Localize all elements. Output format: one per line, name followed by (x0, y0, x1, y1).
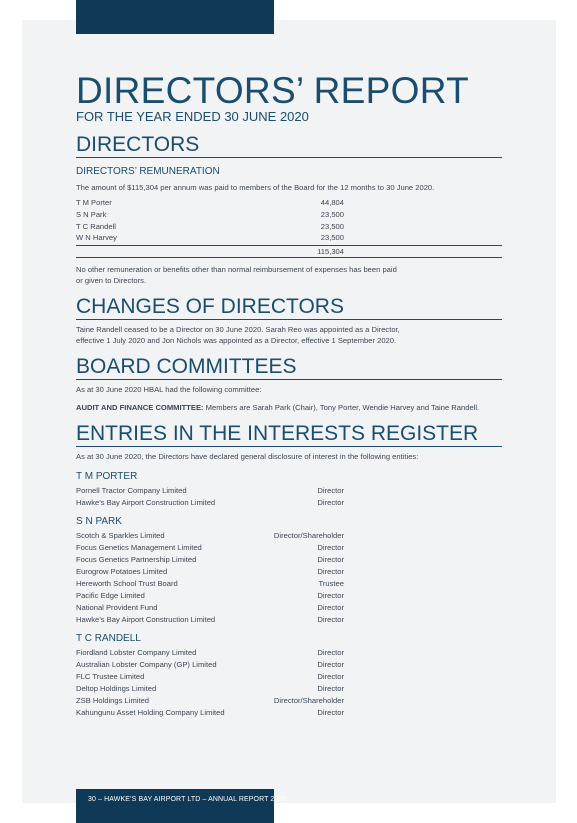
entity-name: National Provident Fund (76, 603, 158, 613)
list-item (76, 590, 344, 602)
list-item (76, 683, 344, 695)
committee-members: Members are Sarah Park (Chair), Tony Porter, Wendie Harvey and Taine Randell. (203, 403, 480, 413)
interest-director-name: S N PARK (76, 516, 122, 528)
director-amount: 23,500 (320, 209, 344, 219)
interests-director-park (76, 516, 502, 626)
entity-name: Kahungunu Asset Holding Company Limited (76, 708, 225, 718)
entity-name: Hawke’s Bay Airport Construction Limited (76, 498, 216, 508)
remuneration-note-line2: or given to Directors. (76, 276, 147, 286)
footer-text: 30 – HAWKE’S BAY AIRPORT LTD – ANNUAL REPORT 2020 (88, 796, 287, 803)
section-changes-heading: CHANGES OF DIRECTORS (76, 296, 502, 320)
section-interests-heading: ENTRIES IN THE INTERESTS REGISTER (76, 423, 502, 447)
entity-name: Eurogrow Potatoes Limited (76, 567, 168, 577)
director-name: W N Harvey (76, 233, 117, 243)
entity-role: Director (317, 486, 344, 496)
table-row (76, 197, 344, 209)
entity-role: Director (317, 708, 344, 718)
remuneration-note-line1: No other remuneration or benefits other than normal reimbursement of expenses has been paid (76, 265, 397, 275)
list-item (76, 497, 344, 509)
table-row (76, 209, 344, 221)
entity-role: Director (317, 603, 344, 613)
entity-role: Director (317, 555, 344, 565)
entity-role: Trustee (318, 579, 344, 589)
entity-name: FLC Trustee Limited (76, 672, 145, 682)
entity-role: Director (317, 615, 344, 625)
list-item (76, 485, 344, 497)
remuneration-intro: The amount of $115,304 per annum was paid to members of the Board for the 12 months to 30 June 2020. (76, 183, 435, 192)
table-row (76, 232, 344, 244)
director-name: T M Porter (76, 198, 112, 207)
interest-director-name: T C RANDELL (76, 633, 141, 645)
committees-intro: As at 30 June 2020 HBAL had the following committee: (76, 385, 262, 395)
list-item (76, 530, 344, 542)
entity-name: Australian Lobster Company (GP) Limited (76, 660, 217, 670)
entity-name: Hereworth School Trust Board (76, 579, 178, 589)
interests-intro: As at 30 June 2020, the Directors have declared general disclosure of interest in the following entities: (76, 452, 419, 462)
section-committees-heading: BOARD COMMITTEES (76, 356, 502, 380)
interests-director-randell (76, 633, 502, 719)
director-amount: 23,500 (320, 221, 344, 231)
list-item (76, 614, 344, 626)
list-item (76, 671, 344, 683)
changes-line1: Taine Randell ceased to be a Director on 30 June 2020. Sarah Reo was appointed as a Director, (76, 325, 400, 335)
remuneration-table (76, 197, 502, 258)
entity-name: Focus Genetics Management Limited (76, 543, 202, 553)
committee-description (76, 402, 502, 413)
entity-role: Director (317, 660, 344, 670)
entity-name: ZSB Holdings Limited (76, 696, 150, 706)
committee-label: AUDIT AND FINANCE COMMITTEE: (76, 403, 204, 413)
report-content (76, 72, 502, 719)
entity-role: Director (317, 498, 344, 508)
list-item (76, 647, 344, 659)
entity-role: Director/Shareholder (273, 531, 344, 541)
entity-role: Director (317, 648, 344, 658)
director-amount: 23,500 (320, 233, 344, 243)
entity-name: Hawke’s Bay Airport Construction Limited (76, 615, 216, 625)
director-name: S N Park (76, 209, 107, 219)
director-name: T C Randell (76, 221, 116, 231)
remuneration-total: 115,304 (317, 247, 344, 257)
remuneration-total-row (76, 245, 502, 258)
entity-name: Fiordland Lobster Company Limited (76, 648, 197, 658)
entity-name: Pacific Edge Limited (76, 591, 145, 601)
list-item (76, 707, 344, 719)
section-directors-heading: DIRECTORS (76, 134, 502, 158)
entity-name: Deltop Holdings Limited (76, 684, 157, 694)
interests-director-porter (76, 471, 502, 509)
changes-line2: effective 1 July 2020 and Jon Nichols was appointed as a Director, effective 1 September 2020. (76, 336, 397, 346)
entity-name: Scotch & Sparkles Limited (76, 531, 165, 541)
list-item (76, 659, 344, 671)
entity-role: Director (317, 672, 344, 682)
page-title: DIRECTORS’ REPORT (76, 70, 469, 111)
entity-role: Director (317, 591, 344, 601)
list-item (76, 695, 344, 707)
entity-name: Focus Genetics Partnership Limited (76, 555, 197, 565)
footer-bar (76, 789, 274, 823)
top-tab-decoration (76, 0, 274, 34)
entity-role: Director (317, 543, 344, 553)
list-item (76, 578, 344, 590)
entity-role: Director (317, 567, 344, 577)
list-item (76, 554, 344, 566)
entity-role: Director/Shareholder (273, 696, 344, 706)
remuneration-heading: DIRECTORS’ REMUNERATION (76, 166, 220, 177)
page-subtitle: FOR THE YEAR ENDED 30 JUNE 2020 (76, 109, 309, 124)
table-row (76, 221, 344, 233)
entity-role: Director (317, 684, 344, 694)
list-item (76, 566, 344, 578)
interest-director-name: T M PORTER (76, 471, 138, 483)
entity-name: Pornell Tractor Company Limited (76, 486, 187, 496)
list-item (76, 542, 344, 554)
director-amount: 44,804 (320, 198, 344, 207)
list-item (76, 602, 344, 614)
